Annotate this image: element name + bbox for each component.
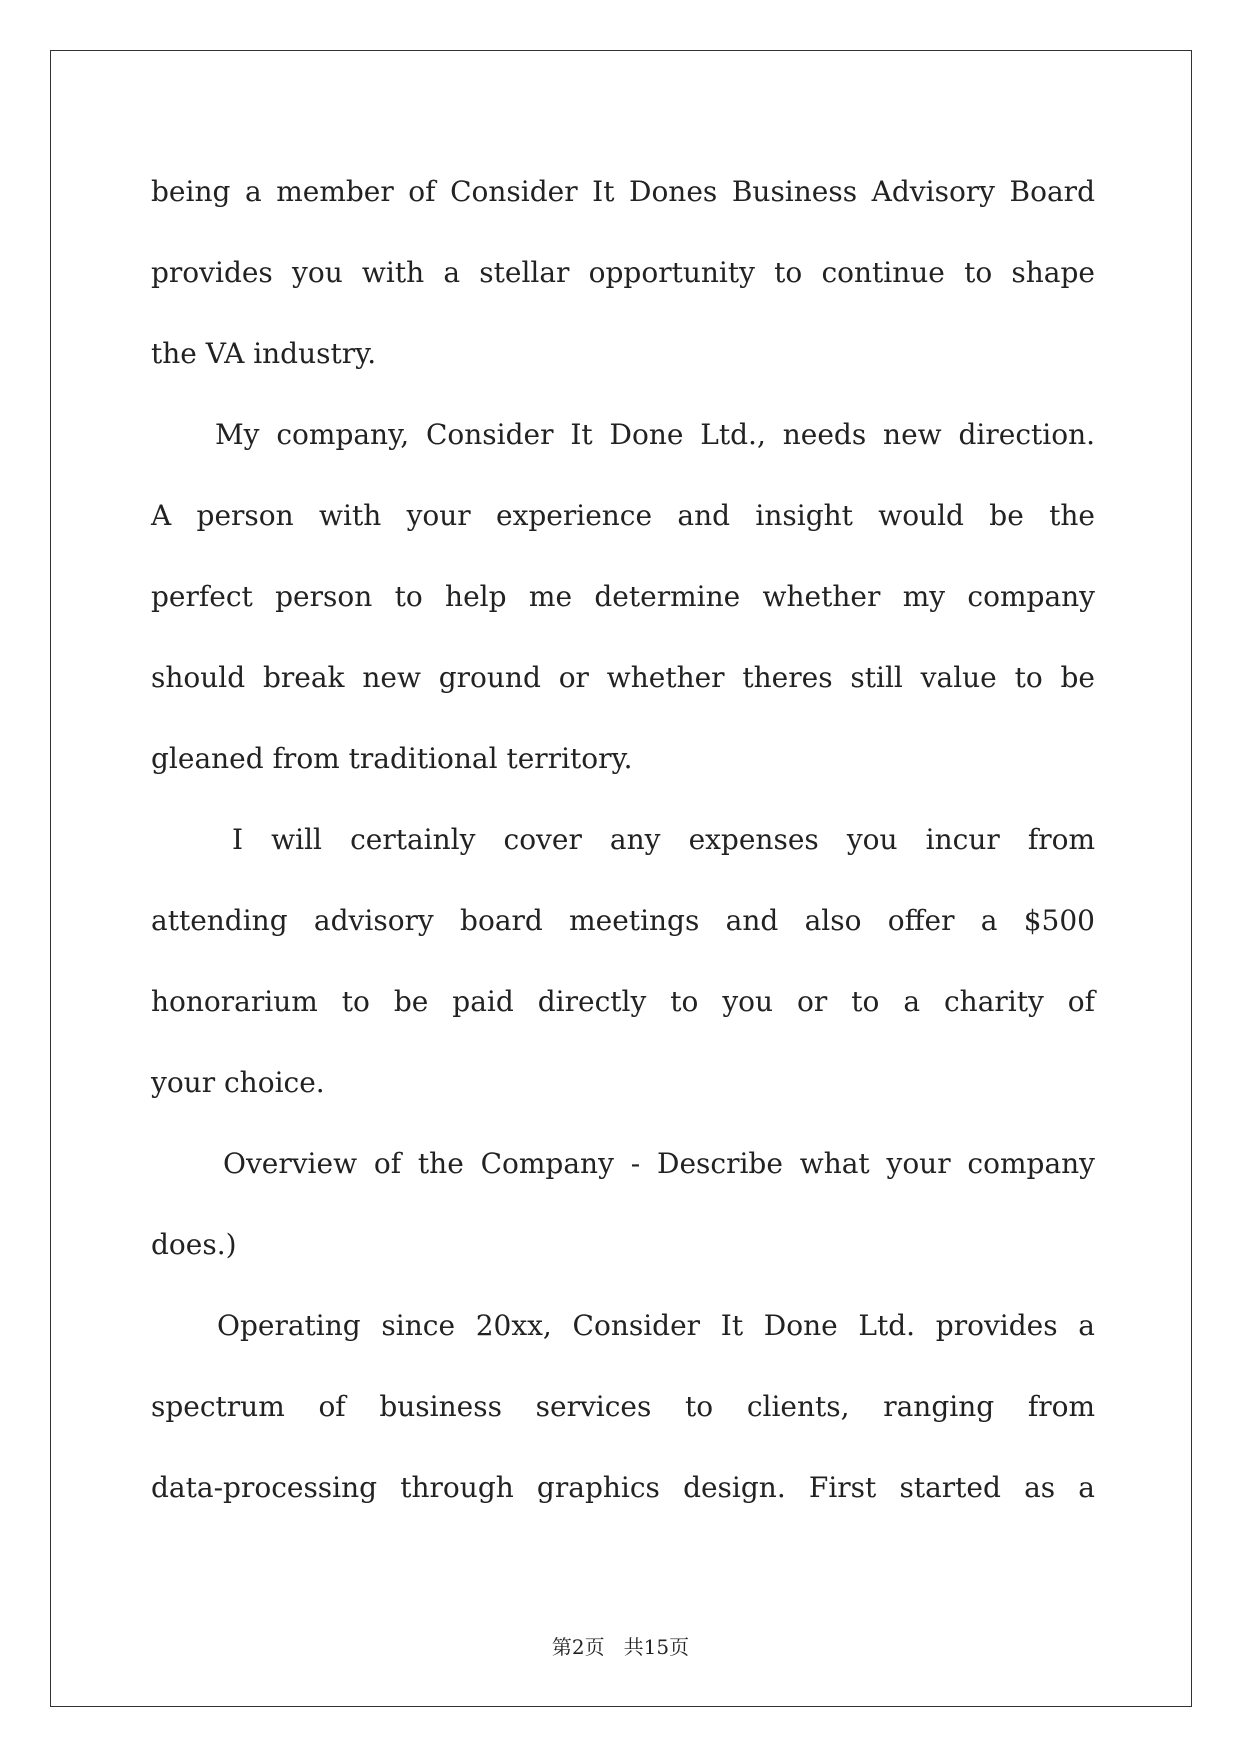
text-line: data-processing through graphics design. First started as a [151, 1471, 1095, 1504]
text-line: attending advisory board meetings and also offer a $500 [151, 904, 1095, 937]
text-line: perfect person to help me determine whether my company [151, 580, 1095, 613]
text-line: provides you with a stellar opportunity to continue to shape [151, 256, 1095, 289]
paragraph-first-line: I will certainly cover any expenses you incur from [232, 823, 1095, 856]
text-line: being a member of Consider It Dones Business Advisory Board [151, 175, 1095, 208]
text-line: does.) [151, 1228, 237, 1261]
page-number-label: 第2页 共15页 [551, 1635, 690, 1659]
paragraph-first-line: Operating since 20xx, Consider It Done Ltd. provides a [217, 1309, 1095, 1342]
text-line: spectrum of business services to clients, ranging from [151, 1390, 1095, 1423]
paragraph-first-line: My company, Consider It Done Ltd., needs new direction. [215, 418, 1095, 451]
text-line: honorarium to be paid directly to you or to a charity of [151, 985, 1095, 1018]
text-line: the VA industry. [151, 337, 377, 370]
text-line: gleaned from traditional territory. [151, 742, 633, 775]
page-number-footer [0, 1633, 1241, 1661]
text-line: A person with your experience and insight would be the [151, 499, 1095, 532]
text-line: your choice. [151, 1066, 325, 1099]
page-border [50, 50, 1192, 1707]
text-line: should break new ground or whether theres still value to be [151, 661, 1095, 694]
paragraph-first-line: Overview of the Company - Describe what your company [223, 1147, 1095, 1180]
